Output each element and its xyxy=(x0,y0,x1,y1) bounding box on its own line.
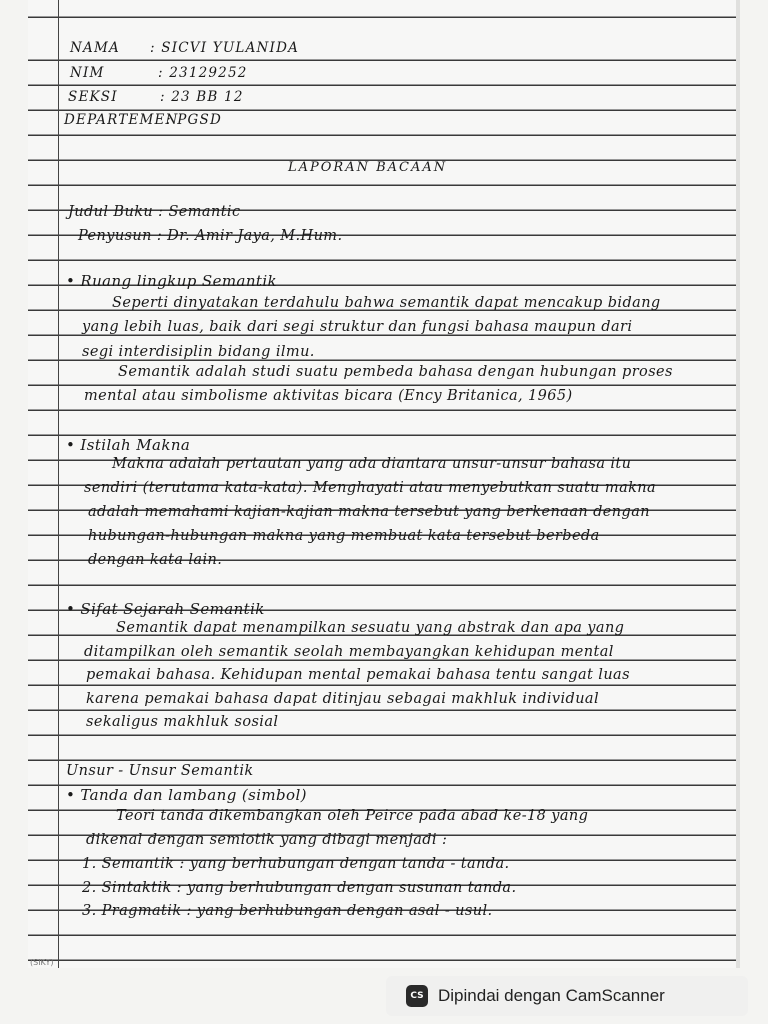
text-line: mental atau simbolisme aktivitas bicara (Ency Britanica, 1965) xyxy=(84,388,573,404)
page-footer-mark: (SIKY) xyxy=(30,958,54,967)
nama-label: NAMA xyxy=(70,40,120,56)
list-item: 2. Sintaktik : yang berhubungan dengan susunan tanda. xyxy=(82,880,517,896)
text-line: Teori tanda dikembangkan oleh Peirce pada abad ke-18 yang xyxy=(116,808,589,824)
text-line: yang lebih luas, baik dari segi struktur dan fungsi bahasa maupun dari xyxy=(82,319,633,335)
text-line: dengan kata lain. xyxy=(88,552,223,568)
text-line: Makna adalah pertautan yang ada diantara unsur-unsur bahasa itu xyxy=(112,456,632,472)
text-line: Semantik adalah studi suatu pembeda bahasa dengan hubungan proses xyxy=(118,364,673,380)
text-line: adalah memahami kajian-kajian makna tersebut yang berkenaan dengan xyxy=(88,504,650,520)
section-heading: • Sifat Sejarah Semantik xyxy=(66,600,265,618)
departemen-value: : PGSD xyxy=(166,112,222,128)
camscanner-watermark xyxy=(386,976,748,1016)
book-title: Judul Buku : Semantic xyxy=(68,204,241,220)
text-line: sekaligus makhluk sosial xyxy=(86,714,279,730)
section-heading: Unsur - Unsur Semantik xyxy=(66,763,254,779)
nim-value: : 23129252 xyxy=(158,65,248,81)
nama-value: : SICVI YULANIDA xyxy=(150,40,300,56)
text-line: dikenal dengan semiotik yang dibagi menjadi : xyxy=(86,832,448,848)
camscanner-text: Dipindai dengan CamScanner xyxy=(438,986,665,1005)
section-heading: • Ruang lingkup Semantik xyxy=(66,272,278,290)
nim-label: NIM xyxy=(70,65,105,81)
subsection-heading: • Tanda dan lambang (simbol) xyxy=(66,786,307,804)
text-line: Seperti dinyatakan terdahulu bahwa semantik dapat mencakup bidang xyxy=(112,295,661,311)
seksi-value: : 23 BB 12 xyxy=(160,89,244,105)
departemen-label: DEPARTEMEN xyxy=(64,112,179,128)
text-line: ditampilkan oleh semantik seolah membayangkan kehidupan mental xyxy=(84,644,614,660)
section-heading: • Istilah Makna xyxy=(66,436,191,454)
text-line: Semantik dapat menampilkan sesuatu yang abstrak dan apa yang xyxy=(116,620,625,636)
seksi-label: SEKSI xyxy=(68,89,118,105)
list-item: 1. Semantik : yang berhubungan dengan tanda - tanda. xyxy=(82,856,510,872)
text-line: sendiri (terutama kata-kata). Menghayati atau menyebutkan suatu makna xyxy=(84,480,657,496)
text-line: hubungan-hubungan makna yang membuat kata tersebut berbeda xyxy=(88,528,600,544)
camscanner-logo-icon: CS xyxy=(406,985,428,1007)
text-line: karena pemakai bahasa dapat ditinjau sebagai makhluk individual xyxy=(86,691,600,707)
page-title: LAPORAN BACAAN xyxy=(288,160,448,175)
list-item: 3. Pragmatik : yang berhubungan dengan asal - usul. xyxy=(82,903,493,919)
text-line: segi interdisiplin bidang ilmu. xyxy=(82,344,315,360)
text-line: pemakai bahasa. Kehidupan mental pemakai bahasa tentu sangat luas xyxy=(86,667,630,683)
book-author: Penyusun : Dr. Amir Jaya, M.Hum. xyxy=(78,228,343,244)
page-edge xyxy=(736,0,740,968)
